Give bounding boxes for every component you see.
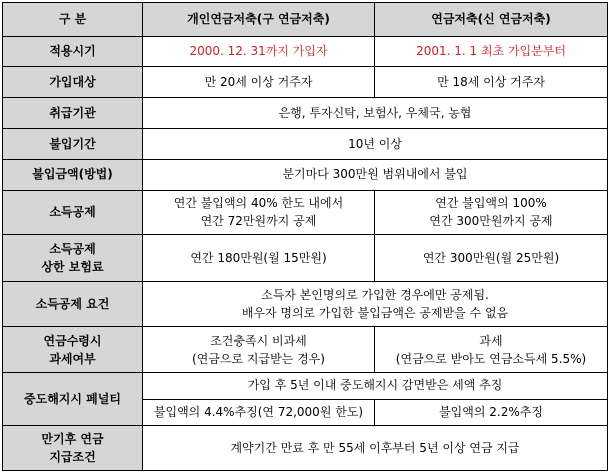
old-value: 불입액의 4.4%추징(연 72,000원 한도) [143, 399, 375, 426]
old-value: 연간 180만원(월 15만원) [143, 235, 375, 282]
new-value-line: 연간 300만원까지 공제 [429, 214, 553, 229]
new-value-line: 연간 불입액의 100% [435, 196, 547, 211]
shared-value: 가입 후 5년 이내 중도해지시 감면받은 세액 추징 [143, 373, 608, 400]
row-label: 소득공제 요건 [3, 282, 143, 327]
table-row [3, 67, 608, 98]
table-row [3, 327, 608, 373]
shared-value: 분기마다 300만원 범위내에서 불입 [143, 159, 608, 190]
row-label: 불입금액(방법) [3, 159, 143, 190]
new-product-header: 연금저축(신 연금저축) [375, 3, 608, 37]
new-value: 불입액의 2.2%추징 [375, 399, 608, 426]
table-row [3, 373, 608, 400]
row-label-line: 지급조건 [49, 450, 96, 465]
table-row [3, 190, 608, 235]
shared-value-line: 소득자 본인명의로 가입한 경우에만 공제됨. [261, 288, 489, 303]
old-value-line: 조건충족시 비과세 [210, 333, 307, 348]
new-value-line: 과세 [479, 333, 503, 348]
row-label-line: 연금수령시 [43, 333, 102, 348]
row-label-line: 소득공제 [49, 242, 96, 257]
old-value: 만 20세 이상 거주자 [143, 67, 375, 98]
new-value: 연간 300만원(월 25만원) [375, 235, 608, 282]
old-product-header: 개인연금저축(구 연금저축) [143, 3, 375, 37]
new-value: 만 18세 이상 거주자 [375, 67, 608, 98]
table-row [3, 426, 608, 471]
new-value [375, 190, 608, 235]
row-label [3, 235, 143, 282]
row-label [3, 327, 143, 373]
category-header: 구 분 [3, 3, 143, 37]
old-value [143, 327, 375, 373]
shared-value: 은행, 투자신탁, 보험사, 우체국, 농협 [143, 97, 608, 129]
old-value [143, 190, 375, 235]
row-label: 중도해지시 페널티 [3, 373, 143, 426]
row-label: 취급기관 [3, 97, 143, 129]
table-row [3, 235, 608, 282]
table-row [3, 159, 608, 190]
row-label [3, 426, 143, 471]
old-value: 2000. 12. 31까지 가입자 [143, 36, 375, 67]
shared-value: 10년 이상 [143, 129, 608, 160]
shared-value [143, 282, 608, 327]
row-label-line: 상한 보험료 [41, 260, 104, 275]
row-label: 적용시기 [3, 36, 143, 67]
new-value [375, 327, 608, 373]
row-label: 가입대상 [3, 67, 143, 98]
comparison-table [2, 2, 608, 471]
row-label: 불입기간 [3, 129, 143, 160]
old-value-line: 연간 72만원까지 공제 [200, 214, 317, 229]
table-header-row [3, 3, 608, 37]
table-row [3, 282, 608, 327]
table-row [3, 129, 608, 160]
row-label-line: 만기후 연금 [41, 432, 104, 447]
old-value-line: 연간 불입액의 40% 한도 내에서 [173, 196, 344, 211]
table-row [3, 97, 608, 129]
shared-value: 계약기간 만료 후 만 55세 이후부터 5년 이상 연금 지급 [143, 426, 608, 471]
old-value-line: (연금으로 지급받는 경우) [192, 351, 325, 366]
new-value-line: (연금으로 받아도 연금소득세 5.5%) [395, 351, 587, 366]
new-value: 2001. 1. 1 최초 가입분부터 [375, 36, 608, 67]
row-label-line: 과세여부 [49, 351, 96, 366]
table-row [3, 36, 608, 67]
row-label: 소득공제 [3, 190, 143, 235]
shared-value-line: 배우자 명의로 가입한 불입금액은 공제받을 수 없음 [241, 306, 509, 321]
